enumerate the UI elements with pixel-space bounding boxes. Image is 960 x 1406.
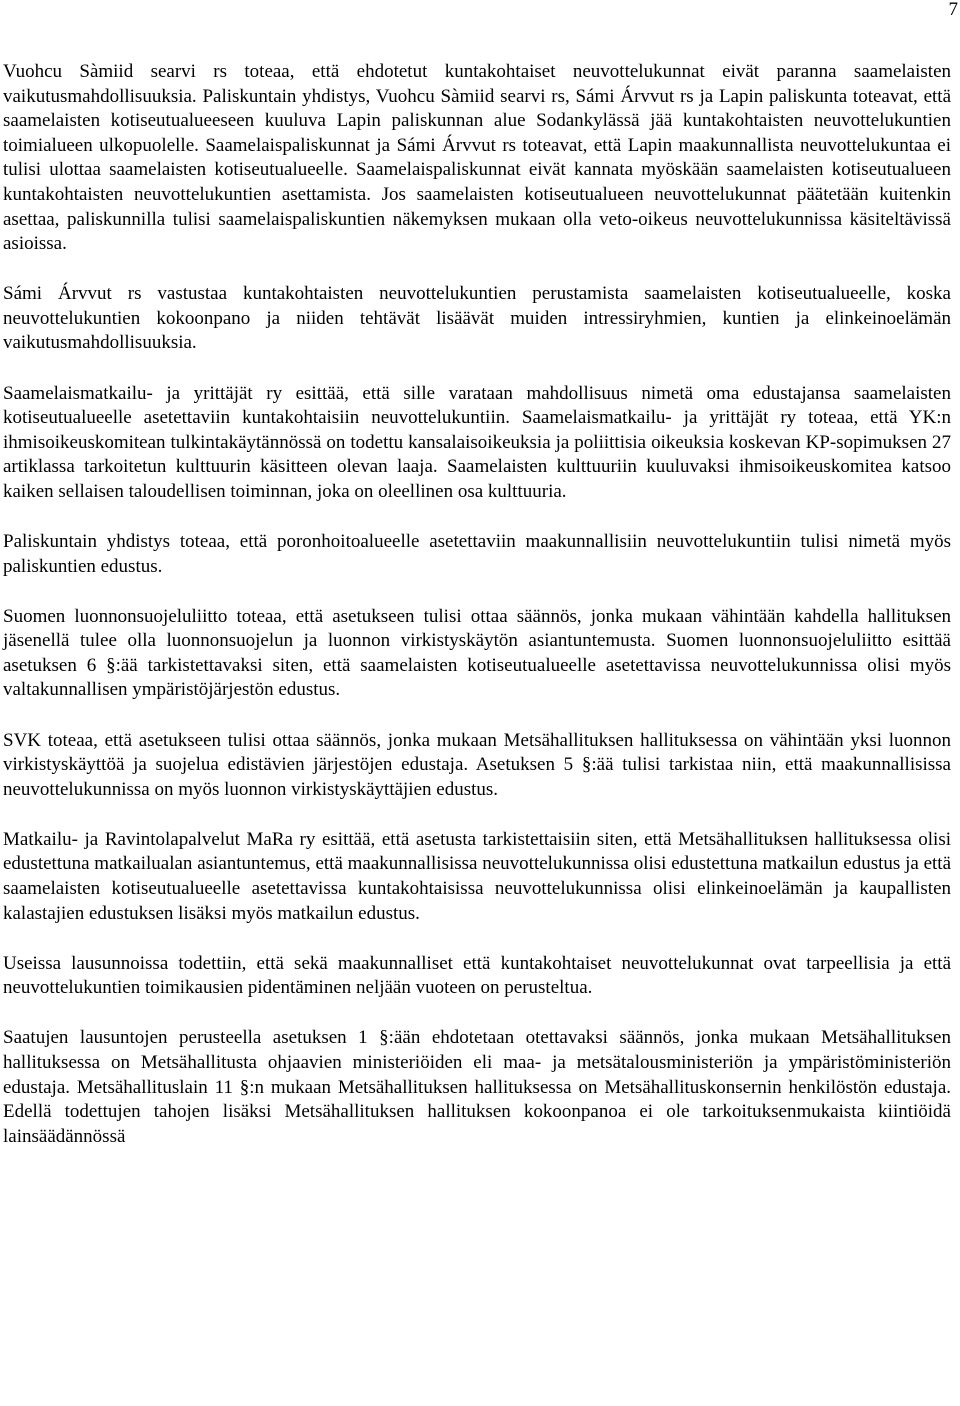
paragraph-sami-arvvut: Sámi Árvvut rs vastustaa kuntakohtaisten neuvottelukuntien perustamista saamelaisten kotiseutualueelle, koska neuvottelukuntien kokoonpano ja niiden tehtävät lisäävät muiden intressiryhmien, kuntien ja elinkeinoelämän vaikutusmahdollisuuksia. — [3, 283, 951, 354]
paragraph-reindeer-herding: Paliskuntain yhdistys toteaa, että poronhoitoalueelle asetettaviin maakunnallisiin neuvottelukuntiin tulisi nimetä myös paliskuntien edustus. — [3, 531, 951, 577]
paragraph-sami-associations: Vuohcu Sàmiid searvi rs toteaa, että ehdotetut kuntakohtaiset neuvottelukunnat eivät paranna saamelaisten vaikutusmahdollisuuksia. Paliskuntain yhdistys, Vuohcu Sàmiid searvi rs, Sámi Árvvut rs ja Lapin paliskunta toteavat, että saamelaisten kotiseutualueeseen kuuluva Lapin paliskunnan alue Sodankylässä jää kuntakohtaisten neuvottelukuntien toimialueen ulkopuolelle. Saamelaispaliskunnat ja Sámi Árvvut rs toteavat, että Lapin maakunnallista neuvottelukuntaa ei tulisi ulottaa saamelaisten kotiseutualueelle. Saamelaispaliskunnat eivät kannata myöskään saamelaisten kotiseutualueen kuntakohtaisten neuvottelukuntien asettamista. Jos saamelaisten kotiseutualueen neuvottelukunnat päätetään kuitenkin asettaa, paliskunnilla tulisi saamelaispaliskuntien näkemyksen mukaan olla veto-oikeus neuvottelukunnissa käsiteltävissä asioissa. — [3, 61, 951, 255]
paragraph-mara: Matkailu- ja Ravintolapalvelut MaRa ry esittää, että asetusta tarkistettaisiin siten, että Metsähallituksen hallituksessa olisi edustettuna matkailualan asiantuntemus, että maakunnallisissa neuvottelukunnissa olisi edustettuna matkailun edustus ja että saamelaisten kotiseutualueelle asetettavissa kuntakohtaisissa neuvottelukunnissa olisi elinkeinoelämän ja kaupallisten kalastajien edustuksen lisäksi myös matkailun edustus. — [3, 828, 951, 924]
paragraph-proposal: Saatujen lausuntojen perusteella asetuksen 1 §:ään ehdotetaan otettavaksi säännös, jonka mukaan Metsähallituksen hallituksessa on Metsähallitusta ohjaavien ministeriöiden eli maa- ja metsätalousministeriön ja ympäristöministeriön edustaja. Metsähallituslain 11 §:n mukaan Metsähallituksen hallituksessa on Metsähallituskonsernin henkilöstön edustaja. Edellä todettujen tahojen lisäksi Metsähallituksen hallituksen kokoonpanoa ei ole tarkoituksenmukaista kiintiöidä lainsäädännössä — [3, 1027, 951, 1147]
page-number: 7 — [948, 0, 958, 20]
paragraph-statements-summary: Useissa lausunnoissa todettiin, että sekä maakunnalliset että kuntakohtaiset neuvottelukunnat ovat tarpeellisia ja että neuvottelukuntien toimikausien pidentäminen neljään vuoteen on perusteltua. — [3, 952, 951, 999]
document-body — [3, 60, 951, 1149]
paragraph-sami-tourism: Saamelaismatkailu- ja yrittäjät ry esittää, että sille varataan mahdollisuus nimetä oma edustajansa saamelaisten kotiseutualueelle asetettaviin kuntakohtaisiin neuvottelukuntiin. Saamelaismatkailu- ja yrittäjät ry toteaa, että YK:n ihmisoikeuskomitean tulkintakäytännössä on todettu kansalaisoikeuksia ja poliittisia oikeuksia koskevan KP-sopimuksen 27 artiklassa tarkoitetun kulttuurin käsitteen olevan laaja. Saamelaisten kulttuuriin kuuluvaksi ihmisoikeuskomitea katsoo kaiken sellaisen taloudellisen toiminnan, joka on oleellinen osa kulttuuria. — [3, 382, 951, 502]
paragraph-svk: SVK toteaa, että asetukseen tulisi ottaa säännös, jonka mukaan Metsähallituksen hallituksessa on vähintään yksi luonnon virkistyskäyttöä ja suojelua edistävien järjestöjen edustaja. Asetuksen 5 §:ää tulisi tarkistaa niin, että maakunnallisissa neuvottelukunnissa on myös luonnon virkistyskäyttäjien edustus. — [3, 729, 951, 800]
paragraph-nature-conservation: Suomen luonnonsuojeluliitto toteaa, että asetukseen tulisi ottaa säännös, jonka mukaan vähintään kahdella hallituksen jäsenellä tulee olla luonnonsuojelun ja luonnon virkistyskäytön asiantuntemusta. Suomen luonnonsuojeluliitto esittää asetuksen 6 §:ää tarkistettavaksi siten, että saamelaisten kotiseutualueelle asetettavissa neuvottelukunnissa olisi myös valtakunnallisen ympäristöjärjestön edustus. — [3, 605, 951, 701]
